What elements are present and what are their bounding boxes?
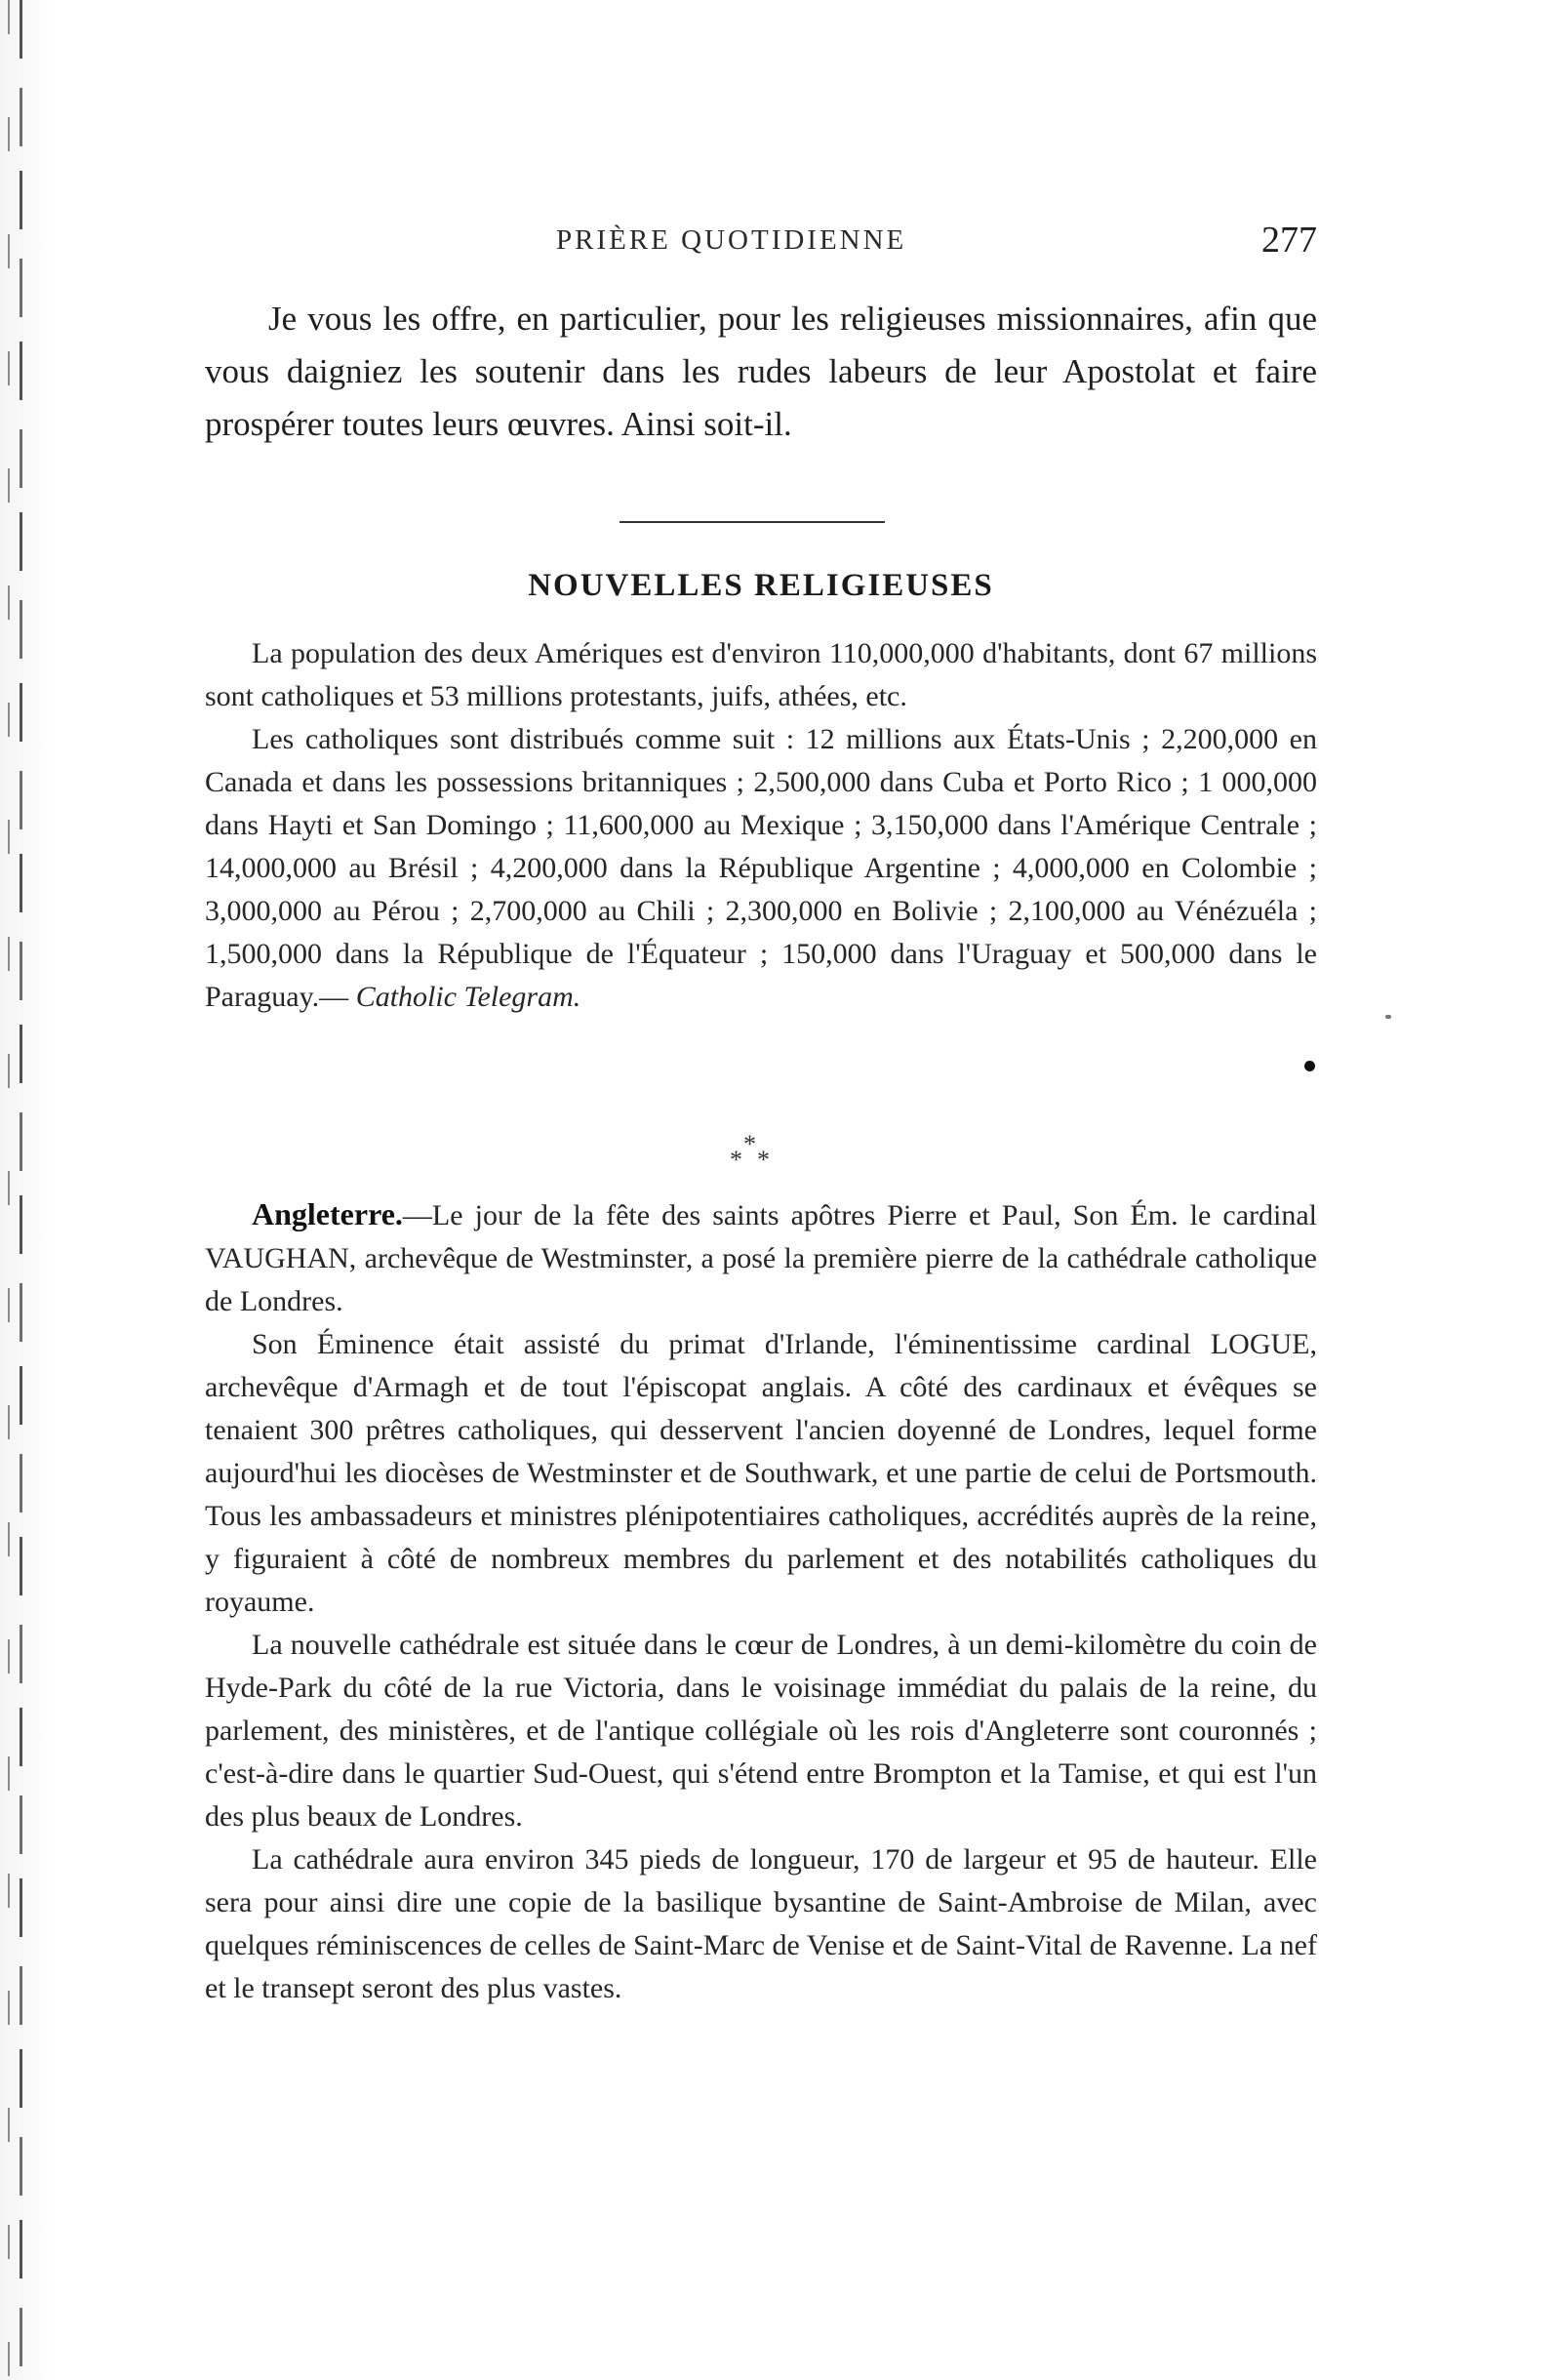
binding-shadow <box>20 0 22 2380</box>
catholic-distribution-paragraph <box>205 718 1317 1019</box>
running-title: PRIÈRE QUOTIDIENNE <box>556 224 907 256</box>
angleterre-paragraph-4: La cathédrale aura environ 345 pieds de longueur, 170 de largeur et 95 de hauteur. Elle sera pour ainsi dire une copie de la basilique bysantine de Saint-Ambroise de Milan, avec quelques réminiscences de celles de Saint-Marc de Venise et de Saint-Vital de Ravenne. La nef et le transept seront des plus vastes. <box>205 1843 1317 2004</box>
section-title: NOUVELLES RELIGIEUSES <box>528 568 994 603</box>
asterism-star-left: * <box>730 1146 742 1174</box>
running-header <box>205 220 1317 273</box>
catholic-distribution-text: Les catholiques sont distribués comme suit : 12 millions aux États-Unis ; 2,200,000 en Canada et dans les possessions britanniques ; 2,500,000 dans Cuba et Porto Rico ; 1 000,000 dans Hayti et San Domingo ; 11,600,000 au Mexique ; 3,150,000 dans l'Amérique Centrale ; 14,000,000 au Brésil ; 4,200,000 dans la République Argentine ; 4,000,000 en Colombie ; 3,000,000 au Pérou ; 2,700,000 au Chili ; 2,300,000 en Bolivie ; 2,100,000 au Vénézuéla ; 1,500,000 dans la République de l'Équateur ; 150,000 dans l'Uraguay et 500,000 dans le Paraguay.— <box>205 723 1317 1013</box>
source-citation: Catholic Telegram. <box>355 981 581 1013</box>
article-lead: Angleterre. <box>252 1196 403 1231</box>
population-article <box>205 632 1317 1019</box>
asterism-separator <box>722 1130 780 1179</box>
prayer-conclusion <box>205 293 1317 451</box>
binding-shadow-secondary <box>8 0 10 2380</box>
angleterre-paragraph-2: Son Éminence était assisté du primat d'Irlande, l'éminentissime cardinal LOGUE, archevêque d'Armagh et de tout l'épiscopat anglais. A côté des cardinaux et évêques se tenaient 300 prêtres catholiques, qui desservent l'ancien doyenné de Londres, lequel forme aujourd'hui les diocèses de Westminster et de Southwark, et une partie de celui de Portsmouth. Tous les ambassadeurs et ministres plénipotentiaires catholiques, accrédités auprès de la reine, y figuraient à côté de nombreux membres du parlement et des notabilités catholiques du royaume. <box>205 1328 1317 1618</box>
angleterre-paragraph-1-text: —Le jour de la fête des saints apôtres Pierre et Paul, Son Ém. le cardinal VAUGHAN, archevêque de Westminster, a posé la première pierre de la cathédrale catholique de Londres. <box>205 1199 1317 1317</box>
page-number: 277 <box>1261 220 1317 261</box>
margin-speck <box>1385 1015 1391 1019</box>
angleterre-paragraph-3: La nouvelle cathédrale est située dans le cœur de Londres, à un demi-kilomètre du coin de Hyde-Park du côté de la rue Victoria, dans le voisinage immédiat du palais de la reine, du parlement, des ministères, et de l'antique collégiale où les rois d'Angleterre sont couronnés ; c'est-à-dire dans le quartier Sud-Ouest, qui s'étend entre Brompton et la Tamise, et qui est l'un des plus beaux de Londres. <box>205 1629 1317 1833</box>
angleterre-article <box>205 1192 1317 2010</box>
prayer-conclusion-text: Je vous les offre, en particulier, pour les religieuses missionnaires, afin que vous daigniez les soutenir dans les rudes labeurs de leur Apostolat et faire prospérer toutes leurs œuvres. Ainsi soit-il. <box>205 300 1317 443</box>
asterism-star-top: * <box>743 1130 756 1158</box>
section-divider <box>620 521 885 523</box>
population-paragraph: La population des deux Amériques est d'environ 110,000,000 d'habitants, dont 67 millions sont catholiques et 53 millions protestants, juifs, athées, etc. <box>205 637 1317 712</box>
asterism-star-right: * <box>757 1146 770 1174</box>
angleterre-paragraph-1 <box>205 1192 1317 1323</box>
margin-dot <box>1304 1061 1315 1071</box>
